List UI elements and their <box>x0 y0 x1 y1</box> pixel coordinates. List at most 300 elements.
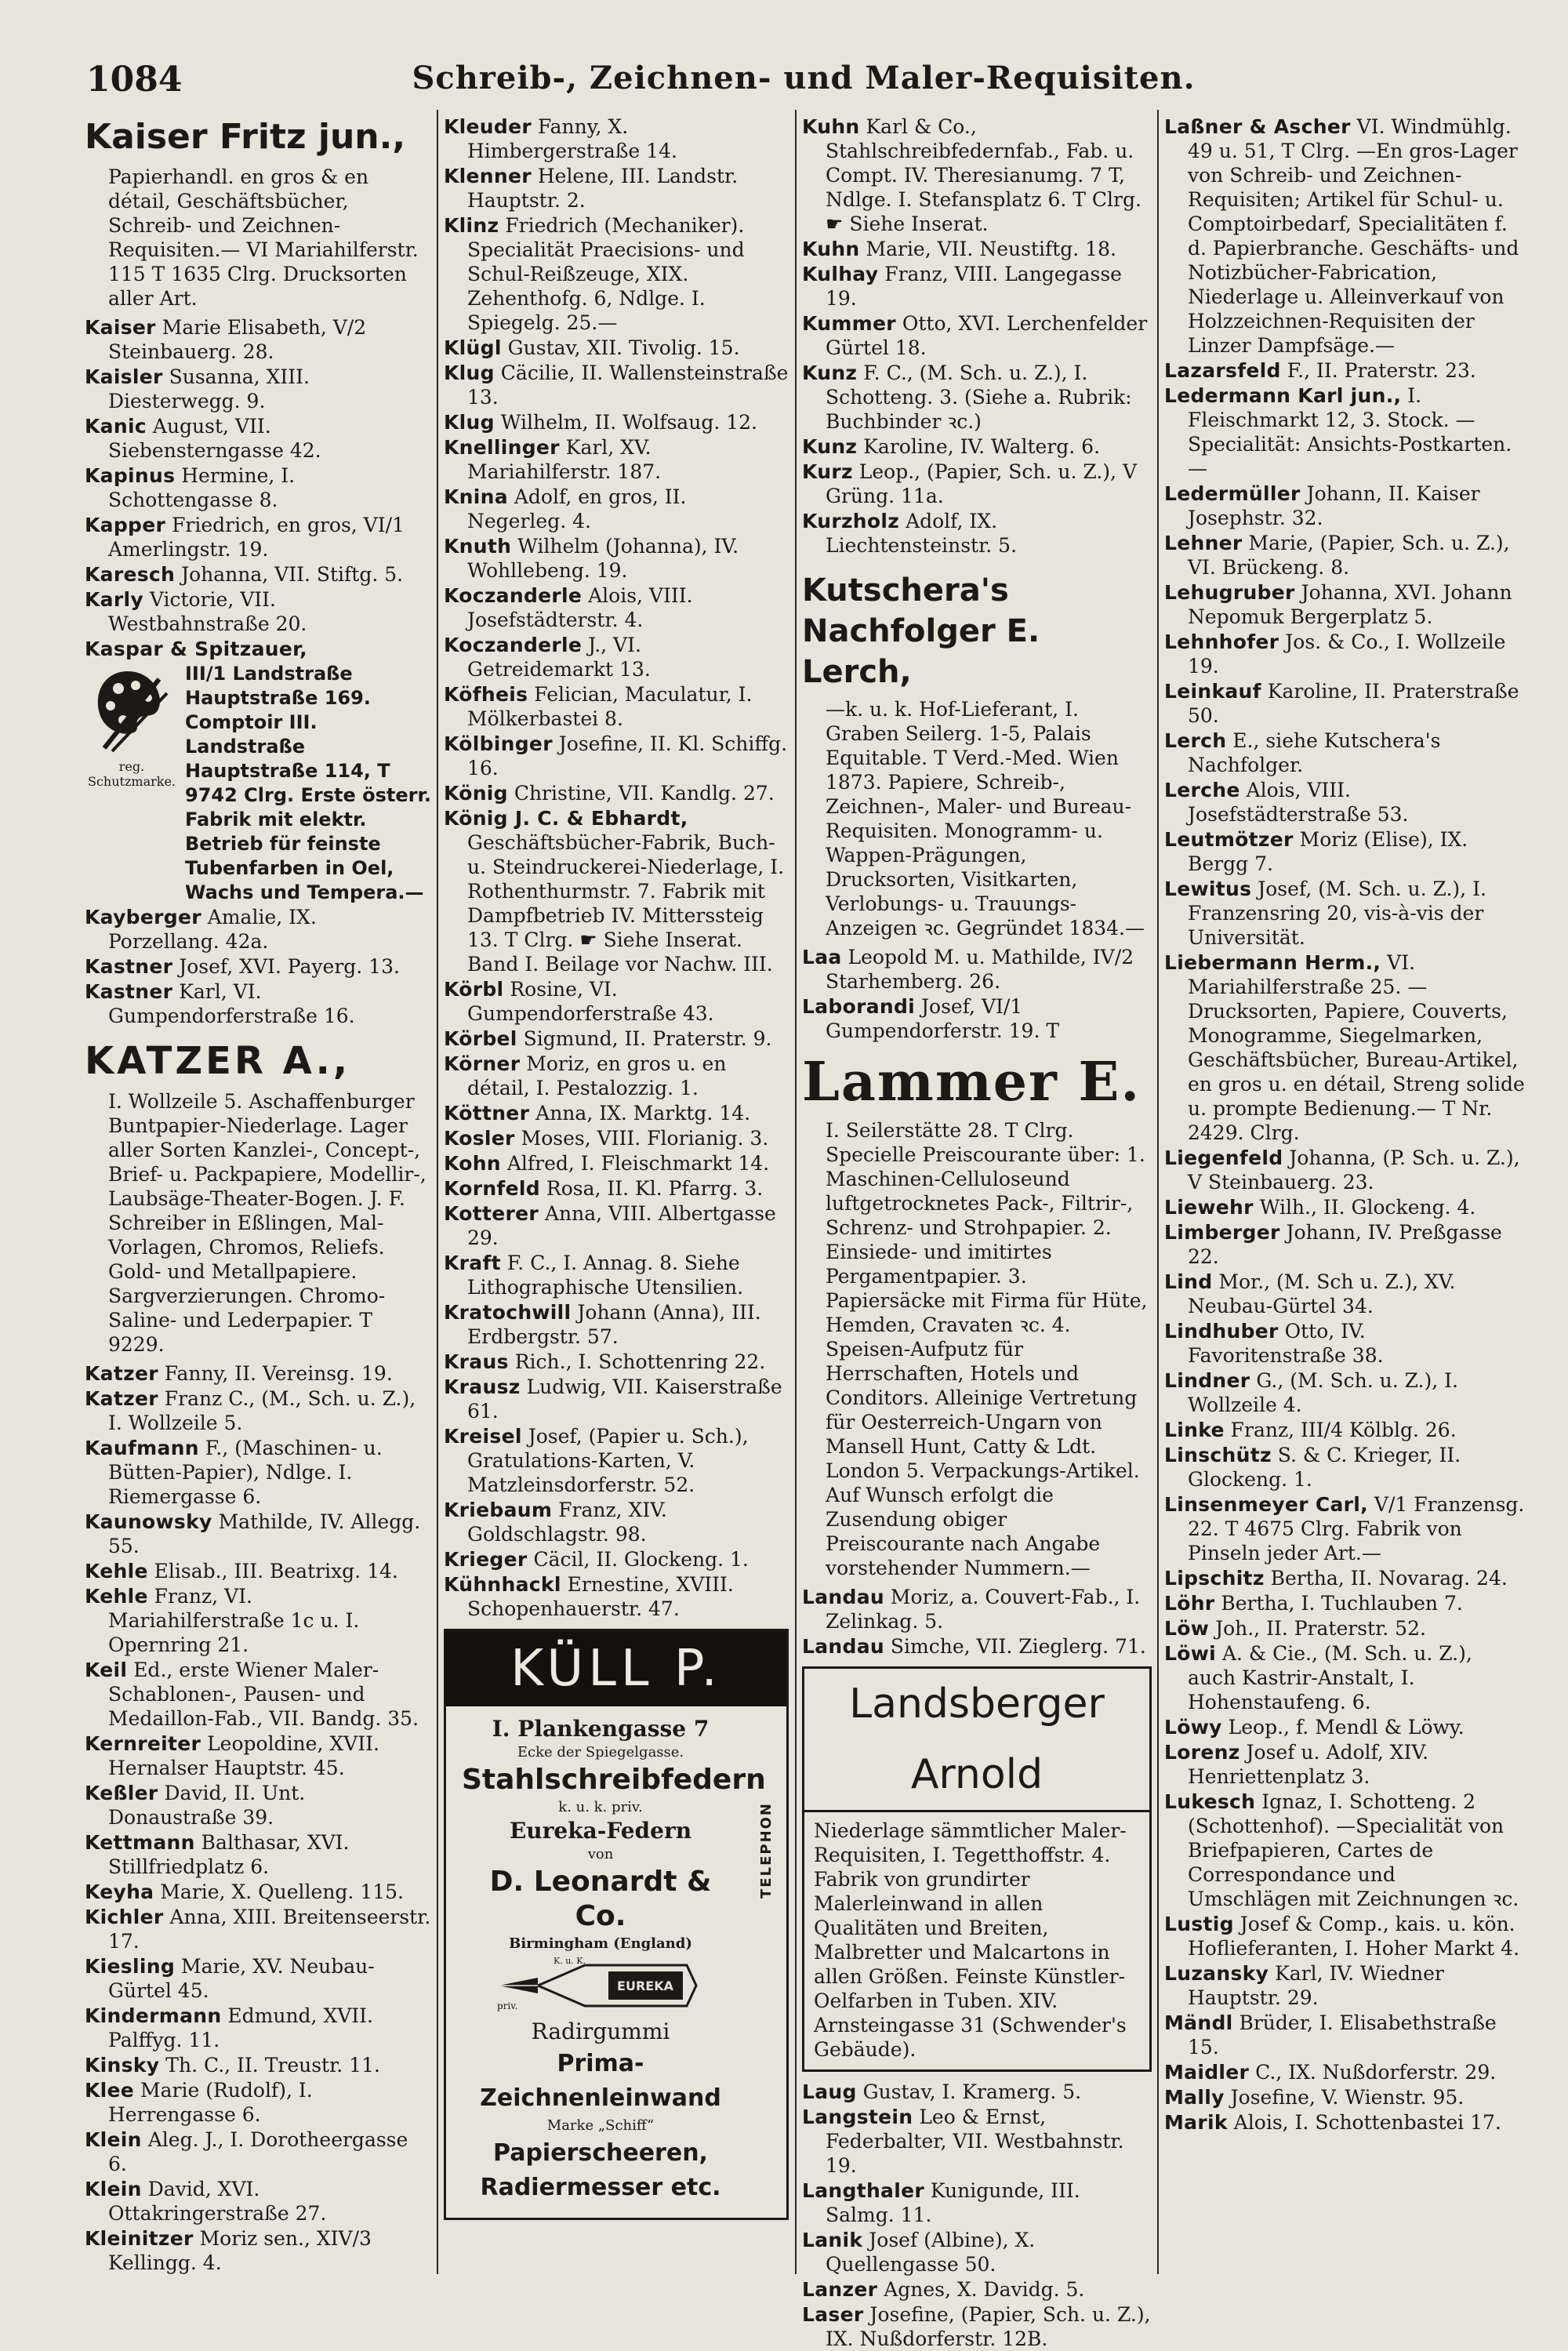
entry-text: Fanny, X. Himbergerstraße 14. <box>467 115 677 162</box>
entry-name: Klug <box>444 411 495 434</box>
entry-text: Alois, VIII. Josefstädterstraße 53. <box>1188 779 1409 826</box>
nib-label-1: K. u. K. <box>554 1956 586 1966</box>
directory-entry <box>444 732 789 780</box>
directory-entry <box>444 485 789 533</box>
entry-name: Köfheis <box>444 683 528 706</box>
kutschera-heading: Kutschera's Nachfolger E. Lerch, <box>802 572 1040 690</box>
entry-text: Susanna, XIII. Diesterwegg. 9. <box>108 365 310 412</box>
directory-entry <box>802 361 1152 434</box>
directory-entry <box>1164 1566 1525 1590</box>
entry-list <box>802 945 1152 1043</box>
entry-text: Rosa, II. Kl. Pfarrg. 3. <box>546 1177 764 1200</box>
entry-name: Krieger <box>444 1548 528 1571</box>
entry-name: Lehner <box>1164 532 1243 554</box>
directory-entry <box>444 410 789 434</box>
directory-entry <box>1164 1195 1525 1219</box>
entry-name: Marik <box>1164 2111 1228 2134</box>
entry-name: Kurzholz <box>802 510 900 532</box>
entry-name: Kohn <box>444 1152 501 1175</box>
entry-name: Lipschitz <box>1164 1567 1265 1590</box>
directory-entry <box>1164 2060 1525 2084</box>
entry-name: Liebermann Herm., <box>1164 951 1381 974</box>
entry-name: Maidler <box>1164 2061 1250 2084</box>
directory-entry <box>444 977 789 1026</box>
entry-name: Kaspar & Spitzauer, <box>85 638 307 660</box>
kull-ad-product: Stahlschreibfedern <box>462 1764 766 1796</box>
entry-text: Gustav, I. Kramerg. 5. <box>862 2080 1082 2103</box>
entry-text: Karoline, IV. Walterg. 6. <box>863 435 1101 458</box>
entry-name: Kurz <box>802 460 853 483</box>
entry-name: Laser <box>802 2303 864 2326</box>
entry-text: Josef, VI/1 Gumpendorferstr. 19. T <box>826 995 1060 1042</box>
entry-name: Kastner <box>85 980 173 1003</box>
entry-name: König J. C. & Ebhardt, <box>444 807 688 830</box>
entry-name: Kaisler <box>85 365 163 388</box>
directory-entry <box>444 1201 789 1250</box>
entry-name: Löwi <box>1164 1642 1216 1665</box>
directory-entry <box>1164 2110 1525 2135</box>
entry-name: Liewehr <box>1164 1196 1254 1219</box>
entry-text: Anna, VIII. Albertgasse 29. <box>467 1202 776 1249</box>
entry-text: Edmund, XVII. Palffyg. 11. <box>108 2004 373 2051</box>
directory-entry <box>802 460 1152 508</box>
directory-entry <box>1164 1146 1525 1194</box>
entry-text: Cäcilie, II. Wallensteinstraße 13. <box>467 362 789 409</box>
entry-text: Victorie, VII. Westbahnstraße 20. <box>108 588 307 635</box>
entry-text: Marie, XV. Neubau-Gürtel 45. <box>108 1955 375 2002</box>
entry-text: Franz, III/4 Kölblg. 26. <box>1230 1419 1457 1441</box>
directory-entry <box>85 2128 431 2176</box>
entry-text: E., siehe Kutschera's Nachfolger. <box>1188 729 1441 776</box>
directory-entry <box>85 513 431 561</box>
directory-entry <box>802 2080 1152 2104</box>
entry-name: Lazarsfeld <box>1164 359 1281 382</box>
entry-text: Josef & Comp., kais. u. kön. Hoflieferanten, I. Hoher Markt 4. <box>1188 1913 1520 1960</box>
directory-entry <box>444 1547 789 1572</box>
kull-ad-von: von <box>587 1846 614 1862</box>
entry-text: Leopold M. u. Mathilde, IV/2 Starhemberg. 26. <box>826 946 1134 993</box>
directory-entry <box>1164 1492 1525 1565</box>
directory-entry <box>802 994 1152 1043</box>
entry-text: Elisab., III. Beatrixg. 14. <box>154 1560 398 1582</box>
directory-entry <box>444 806 789 976</box>
column-3 <box>802 114 1152 2350</box>
entry-name: Liegenfeld <box>1164 1146 1283 1169</box>
kull-ad-eraser: Radirgummi <box>531 2019 670 2044</box>
entry-name: Linschütz <box>1164 1444 1272 1466</box>
directory-entry <box>85 1436 431 1509</box>
directory-entry <box>1164 950 1525 1145</box>
nib-label-2: priv. <box>497 2000 518 2011</box>
entry-text: Alfred, I. Fleischmarkt 14. <box>506 1152 770 1175</box>
entry-text: Josef (Albine), X. Quellengasse 50. <box>826 2229 1036 2276</box>
kull-ad-address: I. Plankengasse 7 <box>492 1716 710 1742</box>
directory-entry <box>85 1559 431 1583</box>
entry-name: Ledermüller <box>1164 482 1301 505</box>
entry-name: Kehle <box>85 1560 148 1582</box>
directory-entry <box>802 1634 1152 1659</box>
entry-text: Anna, IX. Marktg. 14. <box>535 1102 751 1125</box>
directory-entry <box>444 583 789 632</box>
kaspar-spitzauer-entry <box>85 637 431 661</box>
entry-name: Laa <box>802 946 842 968</box>
entry-text: Marie (Rudolf), I. Herrengasse 6. <box>108 2079 313 2126</box>
entry-name: Körner <box>444 1052 521 1075</box>
entry-name: Kanic <box>85 415 147 438</box>
entry-text: Moses, VIII. Florianig. 3. <box>521 1127 769 1150</box>
trademark-label: reg. Schutzmarke. <box>88 759 176 789</box>
kull-ad-scissors: Papierscheeren, Radiermesser etc. <box>480 2139 721 2201</box>
directory-entry <box>1164 630 1525 678</box>
directory-entry <box>802 509 1152 558</box>
entry-text: Otto, XVI. Lerchenfelder Gürtel 18. <box>826 312 1148 359</box>
entry-text: Geschäftsbücher-Fabrik, Buch- u. Steindruckerei-Niederlage, I. Rothenthurmstr. 7. Fabrik mit Dampfbetrieb IV. Mitterssteig 13. T Clrg. ☛ Siehe Inserat. Band I. Beilage vor Nachw. III. <box>467 831 785 976</box>
entry-text: Wilhelm (Johanna), IV. Wohllebeng. 19. <box>467 535 739 582</box>
entry-name: Mändl <box>1164 2011 1233 2034</box>
directory-entry <box>1164 1368 1525 1417</box>
directory-entry <box>1164 729 1525 777</box>
directory-entry <box>802 434 1152 459</box>
directory-entry <box>802 2228 1152 2277</box>
page-header <box>86 56 1521 104</box>
directory-entry <box>1164 778 1525 827</box>
landsberger-ad-body: Niederlage sämmtlicher Maler-Requisiten, I. Tegetthoffstr. 4. Fabrik von grundirter Malerleinwand in allen Qualitäten und Breiten, Malbretter und Malcartons in allen Größen. Feinste Künstler-Oelfarben in Tuben. XIV. Arnsteingasse 31 (Schwender's Gebäude). <box>814 1819 1127 2061</box>
entry-name: Kummer <box>802 312 896 335</box>
entry-list <box>85 1361 431 2275</box>
directory-entry <box>1164 1319 1525 1368</box>
entry-name: Linke <box>1164 1419 1225 1441</box>
directory-entry <box>85 1386 431 1435</box>
entry-text: A. & Cie., (M. Sch. u. Z.), auch Kastrir-Anstalt, I. Hohenstaufeng. 6. <box>1188 1642 1472 1713</box>
directory-entry <box>1164 383 1525 481</box>
entry-text: Adolf, IX. Liechtensteinstr. 5. <box>826 510 1018 557</box>
directory-entry <box>85 315 431 364</box>
entry-text: Joh., II. Praterstr. 52. <box>1215 1617 1426 1640</box>
column-1 <box>85 114 431 2274</box>
directory-entry <box>1164 827 1525 876</box>
directory-entry <box>85 1954 431 2003</box>
entry-text: F. C., (M. Sch. u. Z.), I. Schotteng. 3. (Siehe a. Rubrik: Buchbinder ꝛc.) <box>826 362 1132 433</box>
entry-name: Lanik <box>802 2229 863 2251</box>
entry-text: Franz, XIV. Goldschlagstr. 98. <box>467 1499 667 1546</box>
entry-text: Wilh., II. Glockeng. 4. <box>1259 1196 1476 1219</box>
entry-name: Köttner <box>444 1102 530 1125</box>
entry-text: Moriz, a. Couvert-Fab., I. Zelinkag. 5. <box>826 1586 1141 1633</box>
directory-entry <box>85 2078 431 2127</box>
directory-entry <box>85 954 431 979</box>
entry-text: VI. Mariahilferstraße 25. —Drucksorten, Papiere, Couverts, Monogramme, Siegelmarken, Geschäftsbücher, Bureau-Artikel, en gros u. en détail, Streng solide u. prompte Bedienung.— T Nr. 2429. Clrg. <box>1188 951 1525 1144</box>
entry-name: Lind <box>1164 1270 1213 1293</box>
entry-text: Leop., (Papier, Sch. u. Z.), V Grüng. 11a. <box>826 460 1138 507</box>
entry-name: Koczanderle <box>444 634 583 656</box>
entry-text: Franz C., (M., Sch. u. Z.), I. Wollzeile 5. <box>108 1387 416 1434</box>
kaspar-spitzauer-body: III/1 Landstraße Hauptstraße 169. Comptoir III. Landstraße Hauptstraße 114, T 9742 Clrg. Erste österr. Fabrik mit elektr. Betrieb für feinste Tubenfarben in Oel, Wachs und Tempera.— <box>185 663 431 903</box>
entry-text: Cäcil, II. Glockeng. 1. <box>533 1548 749 1571</box>
landsberger-advertisement <box>802 1666 1152 2072</box>
entry-text: Otto, IV. Favoritenstraße 38. <box>1188 1320 1384 1367</box>
entry-name: Löhr <box>1164 1592 1215 1615</box>
entry-text: Ludwig, VII. Kaiserstraße 61. <box>467 1375 782 1423</box>
entry-text: Johann, II. Kaiser Josephstr. 32. <box>1188 482 1480 529</box>
directory-entry <box>1164 1591 1525 1615</box>
entry-text: Johanna, (P. Sch. u. Z.), V Steinbauerg. 23. <box>1188 1146 1520 1194</box>
entry-list <box>85 315 431 636</box>
entry-name: Luzansky <box>1164 1962 1269 1985</box>
entry-name: Lehnhofer <box>1164 630 1279 653</box>
directory-entry <box>444 1101 789 1125</box>
entry-text: Moriz sen., XIV/3 Kellingg. 4. <box>108 2227 372 2274</box>
entry-text: Josef, (M. Sch. u. Z.), I. Franzensring 20, vis-à-vis der Universität. <box>1188 878 1486 949</box>
directory-entry <box>85 1584 431 1657</box>
directory-entry <box>1164 580 1525 629</box>
directory-entry <box>444 1251 789 1299</box>
directory-entry <box>85 463 431 512</box>
kull-ad-eureka: Eureka-Federn <box>509 1818 692 1844</box>
entry-text: F., (Maschinen- u. Bütten-Papier), Ndlge. I. Riemergasse 6. <box>108 1437 383 1508</box>
directory-entry <box>85 587 431 636</box>
entry-name: Laßner & Ascher <box>1164 115 1351 138</box>
entry-text: Agnes, X. Davidg. 5. <box>884 2278 1085 2301</box>
entry-text: VI. Windmühlg. 49 u. 51, T Clrg. —En gros-Lager von Schreib- und Zeichnen-Requisiten; Artikel für Schul- u. Comptoirbedarf, Specialitäten f. d. Papierbranche. Geschäfts- und Notizbücher-Fabrication, Niederlage u. Alleinverkauf von Holzzeichnen-Requisiten der Linzer Dampfsäge.— <box>1188 115 1519 357</box>
entry-text: Karl & Co., Stahlschreibfedernfab., Fab. u. Compt. IV. Theresianumg. 7 T, Ndlge. I. Stefansplatz 6. T Clrg. ☛ Siehe Inserat. <box>826 115 1142 235</box>
entry-name: Kotterer <box>444 1202 539 1225</box>
kull-ad-title: KÜLL P. <box>446 1631 786 1706</box>
entry-name: Kaunowsky <box>85 1510 212 1533</box>
kull-ad-telephone: TELEPHON <box>758 1802 775 1899</box>
directory-entry <box>444 1027 789 1051</box>
directory-entry <box>444 1424 789 1497</box>
entry-name: Kölbinger <box>444 732 553 755</box>
nib-brand-text: EUREKA <box>617 1979 673 1993</box>
entry-name: Lindhuber <box>1164 1320 1279 1343</box>
entry-text: Moriz (Elise), IX. Bergg 7. <box>1188 828 1468 875</box>
entry-name: Kreisel <box>444 1425 522 1448</box>
directory-entry <box>1164 1790 1525 1911</box>
directory-entry <box>1164 2011 1525 2059</box>
directory-entry <box>85 1830 431 1879</box>
directory-entry <box>802 2277 1152 2302</box>
entry-name: Leutmötzer <box>1164 828 1294 851</box>
directory-entry <box>85 2226 431 2275</box>
directory-entry <box>85 1658 431 1731</box>
entry-name: König <box>444 782 508 805</box>
entry-name: Kühnhackl <box>444 1573 561 1596</box>
entry-name: Kraus <box>444 1350 509 1373</box>
entry-name: Kichler <box>85 1906 164 1928</box>
entry-name: Linsenmeyer Carl, <box>1164 1493 1368 1516</box>
entry-name: Kulhay <box>802 263 879 285</box>
kull-ad-city: Birmingham (England) <box>509 1935 692 1952</box>
entry-name: Leinkauf <box>1164 680 1261 703</box>
directory-entry <box>1164 1961 1525 2010</box>
entry-name: Laug <box>802 2080 857 2103</box>
directory-entry <box>1164 1443 1525 1492</box>
directory-entry <box>444 682 789 731</box>
entry-name: Knuth <box>444 535 512 558</box>
kull-ad-corner: Ecke der Spiegelgasse. <box>517 1744 684 1761</box>
entry-name: Lerche <box>1164 779 1240 801</box>
directory-entry <box>1164 1912 1525 1960</box>
directory-entry <box>444 781 789 805</box>
entry-name: Kuhn <box>802 238 860 260</box>
entry-text: Leo & Ernst, Federbalter, VII. Westbahnstr. 19. <box>826 2106 1124 2177</box>
directory-entry <box>1164 358 1525 383</box>
entry-text: Johann (Anna), III. Erdbergstr. 57. <box>467 1301 761 1348</box>
directory-entry <box>444 534 789 583</box>
entry-text: Alois, I. Schottenbastei 17. <box>1233 2111 1501 2134</box>
entry-text: Johanna, XVI. Johann Nepomuk Bergerplatz 5. <box>1188 581 1512 628</box>
entry-name: Keßler <box>85 1782 158 1804</box>
entry-name: Klügl <box>444 336 502 359</box>
kull-advertisement <box>444 1629 789 2220</box>
entry-text: Gustav, XII. Tivolig. 15. <box>507 336 740 359</box>
entry-name: Landau <box>802 1586 884 1608</box>
entry-name: Lindner <box>1164 1369 1250 1392</box>
entry-name: Laborandi <box>802 995 916 1018</box>
entry-list <box>1164 358 1525 2135</box>
entry-name: Krausz <box>444 1375 521 1398</box>
directory-entry <box>802 262 1152 311</box>
entry-text: Josef, (Papier u. Sch.), Gratulations-Karten, V. Matzleinsdorferstr. 52. <box>467 1425 749 1496</box>
entry-name: Lanzer <box>802 2278 878 2301</box>
entry-list <box>802 2080 1152 2351</box>
column-2 <box>444 114 789 2271</box>
entry-text: C., IX. Nußdorferstr. 29. <box>1255 2061 1497 2084</box>
directory-entry <box>85 2053 431 2077</box>
entry-name: Klein <box>85 2128 142 2151</box>
entry-name: Kratochwill <box>444 1301 572 1324</box>
entry-text: Rich., I. Schottenring 22. <box>514 1350 766 1373</box>
directory-entry <box>1164 1740 1525 1789</box>
entry-list <box>85 905 431 1028</box>
entry-text: Bertha, II. Novarag. 24. <box>1270 1567 1508 1590</box>
directory-entry <box>1164 1418 1525 1442</box>
entry-name: Landau <box>802 1635 884 1658</box>
entry-text: Helene, III. Landstr. Hauptstr. 2. <box>467 165 739 212</box>
entry-text: Franz, VI. Mariahilferstraße 1c u. I. Opernring 21. <box>108 1585 360 1656</box>
entry-name: Kornfeld <box>444 1177 540 1200</box>
entry-name: Langthaler <box>802 2179 924 2202</box>
entry-text: Fanny, II. Vereinsg. 19. <box>164 1362 393 1385</box>
entry-name: Koczanderle <box>444 584 583 607</box>
entry-text: Johann, IV. Preßgasse 22. <box>1188 1221 1502 1268</box>
directory-entry <box>444 1572 789 1621</box>
lammer-body: I. Seilerstätte 28. T Clrg. Specielle Preiscourante über: 1. Maschinen-Celluloseund luftgetrocknetes Pack-, Filtrir-, Schrenz- und Strohpapier. 2. Einsiede- und imitirtes Pergamentpapier. 3. Papiersäcke mit Firma für Hüte, Hemden, Cravaten ꝛc. 4. Speisen-Aufputz für Herrschaften, Hotels und Conditors. Alleinige Vertretung für Oesterreich-Ungarn von Mansell Hunt, Catty & Ldt. London 5. Verpackungs-Artikel. Auf Wunsch erfolgt die Zusendung obiger Preiscourante nach Angabe vorstehender Nummern.— <box>826 1119 1148 1579</box>
entry-text: Friedrich, en gros, VI/1 Amerlingstr. 19. <box>108 514 405 561</box>
entry-text: Karl, IV. Wiedner Hauptstr. 29. <box>1188 1962 1444 2009</box>
entry-text: Sigmund, II. Praterstr. 9. <box>523 1027 772 1050</box>
entry-name: Katzer <box>85 1362 158 1385</box>
entry-name: Kaufmann <box>85 1437 199 1459</box>
directory-entry <box>802 114 1152 236</box>
entry-text: Franz, VIII. Langegasse 19. <box>826 263 1122 310</box>
directory-entry <box>802 311 1152 360</box>
entry-text: Jos. & Co., I. Wollzeile 19. <box>1188 630 1506 678</box>
entry-name: Lustig <box>1164 1913 1234 1935</box>
entry-name: Kriebaum <box>444 1499 553 1521</box>
entry-name: Kehle <box>85 1585 148 1608</box>
kaiser-fritz-body: Papierhandl. en gros & en détail, Geschäftsbücher, Schreib- und Zeichnen-Requisiten.— VI Mariahilferstr. 115 T 1635 Clrg. Drucksorten aller Art. <box>108 165 419 310</box>
entry-name: Keil <box>85 1659 128 1681</box>
entry-text: Simche, VII. Zieglerg. 71. <box>890 1635 1146 1658</box>
directory-entry <box>802 2302 1152 2351</box>
entry-text: Anna, XIII. Breitenseerstr. 17. <box>108 1906 431 1953</box>
entry-name: Klinz <box>444 214 499 237</box>
entry-text: Christine, VII. Kandlg. 27. <box>514 782 775 805</box>
entry-text: Rosine, VI. Gumpendorferstraße 43. <box>467 978 714 1025</box>
entry-text: V/1 Franzensg. 22. T 4675 Clrg. Fabrik von Pinseln jeder Art.— <box>1188 1493 1525 1564</box>
entry-text: F., II. Praterstr. 23. <box>1287 359 1476 382</box>
entry-text: Adolf, en gros, II. Negerleg. 4. <box>467 485 687 532</box>
directory-entry <box>85 365 431 413</box>
entry-list <box>444 114 789 1621</box>
entry-name: Knina <box>444 485 508 508</box>
directory-entry <box>802 945 1152 994</box>
entry-name: Kernreiter <box>85 1732 201 1755</box>
entry-text: J., VI. Getreidemarkt 13. <box>467 634 651 681</box>
katzer-heading: KATZER A., <box>85 1039 351 1083</box>
entry-text: Amalie, IX. Porzellang. 42a. <box>108 906 317 953</box>
pen-nib-block <box>462 1954 739 2017</box>
entry-name: Klenner <box>444 165 532 187</box>
directory-entry <box>85 1905 431 1953</box>
entry-text: Hermine, I. Schottengasse 8. <box>108 464 296 511</box>
entry-name: Karesch <box>85 563 176 586</box>
entry-text: Felician, Maculatur, I. Mölkerbastei 8. <box>467 683 753 730</box>
directory-entry <box>1164 531 1525 580</box>
directory-entry <box>1164 1616 1525 1641</box>
directory-entry <box>444 1300 789 1349</box>
directory-entry <box>1164 1220 1525 1269</box>
kull-ad-maker: D. Leonardt & Co. <box>489 1866 712 1932</box>
kaspar-spitzauer-block <box>85 662 431 905</box>
directory-entry <box>802 237 1152 261</box>
trademark-block <box>85 662 179 789</box>
entry-text: August, VII. Siebensterngasse 42. <box>108 415 321 462</box>
page-number: 1084 <box>86 60 183 100</box>
entry-text: Marie, (Papier, Sch. u. Z.), VI. Brückeng. 8. <box>1188 532 1510 579</box>
entry-name: Katzer <box>85 1387 158 1410</box>
entry-list <box>802 114 1152 558</box>
entry-name: Löwy <box>1164 1716 1222 1739</box>
directory-entry <box>85 905 431 954</box>
directory-entry <box>85 1880 431 1904</box>
directory-entry <box>85 562 431 587</box>
entry-name: Kunz <box>802 435 858 458</box>
entry-text: Josefine, (Papier, Sch. u. Z.), IX. Nußdorferstr. 12B. <box>826 2303 1151 2350</box>
entry-name: Kinsky <box>85 2054 160 2077</box>
entry-text: Mathilde, IV. Allegg. 55. <box>108 1510 421 1557</box>
entry-name: Klein <box>85 2178 142 2200</box>
directory-entry <box>444 1350 789 1374</box>
entry-name: Kuhn <box>802 115 860 138</box>
entry-text: Bertha, I. Tuchlauben 7. <box>1221 1592 1463 1615</box>
directory-entry <box>444 1126 789 1150</box>
entry-text: F. C., I. Annag. 8. Siehe Lithographische Utensilien. <box>467 1252 744 1299</box>
entry-name: Löw <box>1164 1617 1210 1640</box>
entry-text: Leop., f. Mendl & Löwy. <box>1228 1716 1465 1739</box>
entry-name: Lewitus <box>1164 878 1252 900</box>
entry-text: Josef u. Adolf, XIV. Henriettenplatz 3. <box>1188 1741 1429 1788</box>
directory-entry <box>444 633 789 681</box>
entry-text: Friedrich (Mechaniker). Specialität Praecisions- und Schul-Reißzeuge, XIX. Zehenthofg. 6, Ndlge. I. Spiegelg. 25.— <box>467 214 745 334</box>
directory-entry <box>1164 877 1525 950</box>
column-4 <box>1164 114 1525 2271</box>
directory-entry <box>444 213 789 335</box>
entry-text: Marie Elisabeth, V/2 Steinbauerg. 28. <box>108 316 367 363</box>
directory-entry <box>444 336 789 360</box>
kutschera-body: —k. u. k. Hof-Lieferant, I. Graben Seilerg. 1-5, Palais Equitable. T Verd.-Med. Wien 1873. Papiere, Schreib-, Zeichnen-, Maler- und Bureau-Requisiten. Monogramm- u. Wappen-Prägungen, Drucksorten, Visitkarten, Verlobungs- u. Trauungs-Anzeigen ꝛc. Gegründet 1834.— <box>826 698 1145 939</box>
